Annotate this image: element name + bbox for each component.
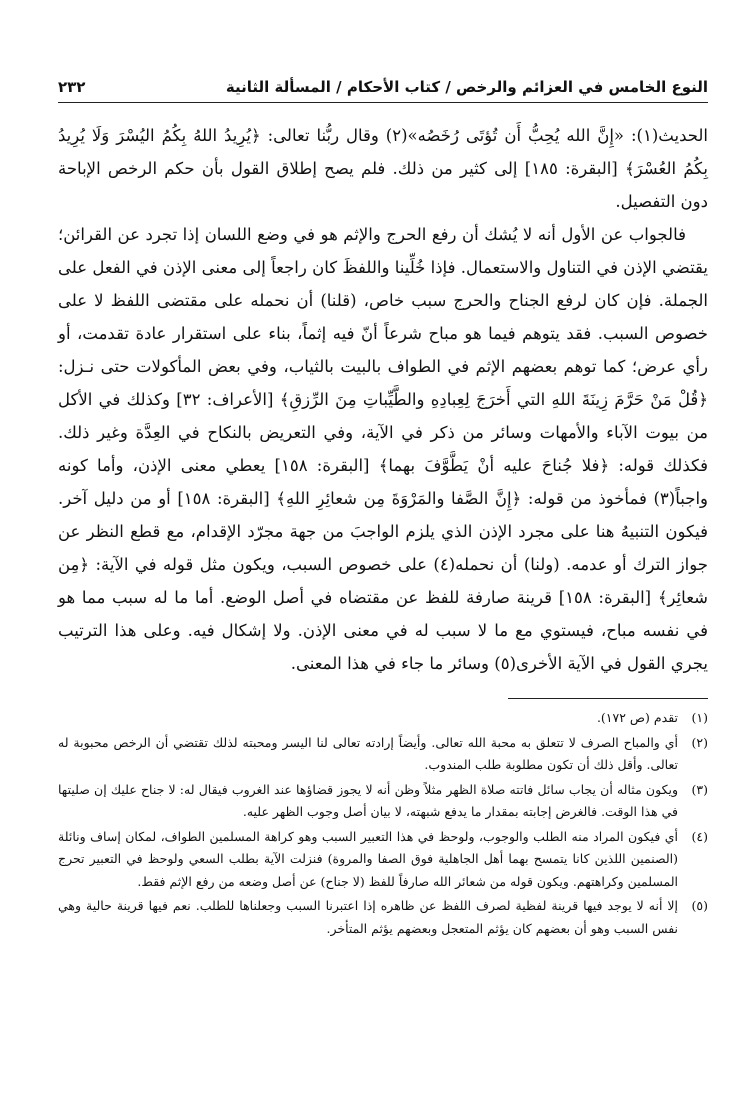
footnote-number: (١) [691, 710, 708, 725]
footnote-text: ويكون مثاله أن يجاب سائل فاتته صلاة الظهر مثلاً وظن أنه لا يجوز قضاؤها عند الغروب فيقال له: لا جناح عليك إن صليتها في هذا الوقت. فالغرض إجابته بمقدار ما يدفع شبهته، لا بيان أصل وجوب الظهر عليه. [58, 781, 678, 819]
main-text [58, 119, 708, 680]
paragraph: الحديث(١): «إِنَّ الله يُحِبُّ أَن تُؤتَى رُخَصُه»(٢) وقال ربُّنا تعالى: ﴿يُرِيدُ اللهُ بِكُمُ اليُسْرَ وَلَا يُرِيدُ بِكُمُ العُسْرَ﴾ [البقرة: ١٨٥] إلى كثير من ذلك. فلم يصح إطلاق القول بأن حكم الرخص الإباحة دون التفصيل. [58, 126, 708, 211]
footnote [58, 826, 708, 894]
footnote-number: (٣) [691, 781, 708, 797]
footnote-number: (٤) [691, 828, 708, 844]
paragraph: فالجواب عن الأول أنه لا يُشك أن رفع الحرج والإثم هو في وضع اللسان إذا تجرد عن القرائن؛ يقتضي الإذن في التناول والاستعمال. فإذا خُلِّينا واللفظَ كان راجعاً إلى معنى الإذن في الفعل على الجملة. فإن كان لرفع الجناح والحرج سبب خاص، (قلنا) أن نحمله على مقتضى اللفظ لا على خصوص السبب. فقد يتوهم فيما هو مباح شرعاً أنّ فيه إثماً، بناء على استقرار عادة تقدمت، أو رأي عرض؛ كما توهم بعضهم الإثم في الطواف بالبيت بالثياب، وفي بعض المأكولات حتى نـزل: ﴿قُلْ مَنْ حَرَّمَ زِينَةَ اللهِ التي أَخرَجَ لِعِبادِهِ والطَّيِّباتِ مِنَ الرِّزقِ﴾ [الأعراف: ٣٢] وكذلك في الأكل من بيوت الآباء والأمهات وسائر من ذكر في الآية، وفي التعريض بالنكاح في العِدَّة وغير ذلك. فكذلك قوله: ﴿فلا جُناحَ عليه أنْ يَطَّوَّفَ بهما﴾ [البقرة: ١٥٨] يعطي معنى الإذن، وأما كونه واجباً(٣) فمأخوذ من قوله: ﴿إِنَّ الصَّفا والمَرْوَةَ مِن شعائِرِ اللهِ﴾ [البقرة: ١٥٨] أو من دليل آخر. فيكون التنبيهُ هنا على مجرد الإذن الذي يلزم الواجبَ من جهة مجرّد الإقدام، مع قطع النظر عن جواز الترك أو عدمه. (ولنا) أن نحمله(٤) على خصوص السبب، ويكون مثل قوله في الآية: ﴿مِن شعائِر﴾ [البقرة: ١٥٨] قرينة صارفة للفظ عن مقتضاه في أصل الوضع. أما ما له سبب مما هو في نفسه مباح، فيستوي مع ما لا سبب له في معنى الإذن. ولا إشكال فيه. وعلى هذا الترتيب يجري القول في الآية الأخرى(٥) وسائر ما جاء في هذا المعنى. [58, 225, 708, 673]
footnote [58, 779, 708, 824]
footnote-separator [508, 698, 708, 699]
document-page [58, 78, 708, 942]
footnote [58, 707, 708, 730]
header-title: النوع الخامس في العزائم والرخص / كتاب الأحكام / المسألة الثانية [225, 78, 708, 96]
footnote-number: (٥) [691, 898, 708, 913]
footnote-text: تقدم (ص ١٧٢). [596, 710, 678, 725]
footnote [58, 895, 708, 940]
footnote-text: أي والمباح الصرف لا تتعلق به محبة الله تعالى. وأيضاً إرادته تعالى لنا اليسر ومحبته لذلك تقتضي أن الرخص محبوبة له تعالى. وأقل ذلك أن تكون مطلوبة طلب المندوب. [58, 734, 678, 772]
footnotes [58, 707, 708, 940]
footnote-text: إلا أنه لا يوجد فيها قرينة لفظية لصرف اللفظ عن ظاهره إذا اعتبرنا السبب وجعلناها للطلب. نعم فيها قرينة حالية وهي نفس السبب وهو أن بعضهم كان يؤثم المتعجل وبعضهم يؤثم المتأخر. [58, 898, 678, 936]
page-number: ٢٣٢ [58, 78, 86, 96]
footnote [58, 732, 708, 777]
footnote-number: (٢) [691, 734, 708, 750]
footnote-text: أي فيكون المراد منه الطلب والوجوب، ولوحظ في هذا التعبير السبب وهو كراهة المسلمين الطواف، لمكان إساف ونائلة (الصنمين اللذين كانا يتمسح بهما أهل الجاهلية فوق الصفا والمروة) فنزلت الآية بطلب السعي ولوحظ في التعبير تحرج المسلمين وكراهتهم. ويكون قوله من شعائر الله صارفاً للفظ (لا جناح) عن أصل وضعه من رفع الإثم فقط. [58, 828, 678, 889]
running-header [58, 78, 708, 103]
